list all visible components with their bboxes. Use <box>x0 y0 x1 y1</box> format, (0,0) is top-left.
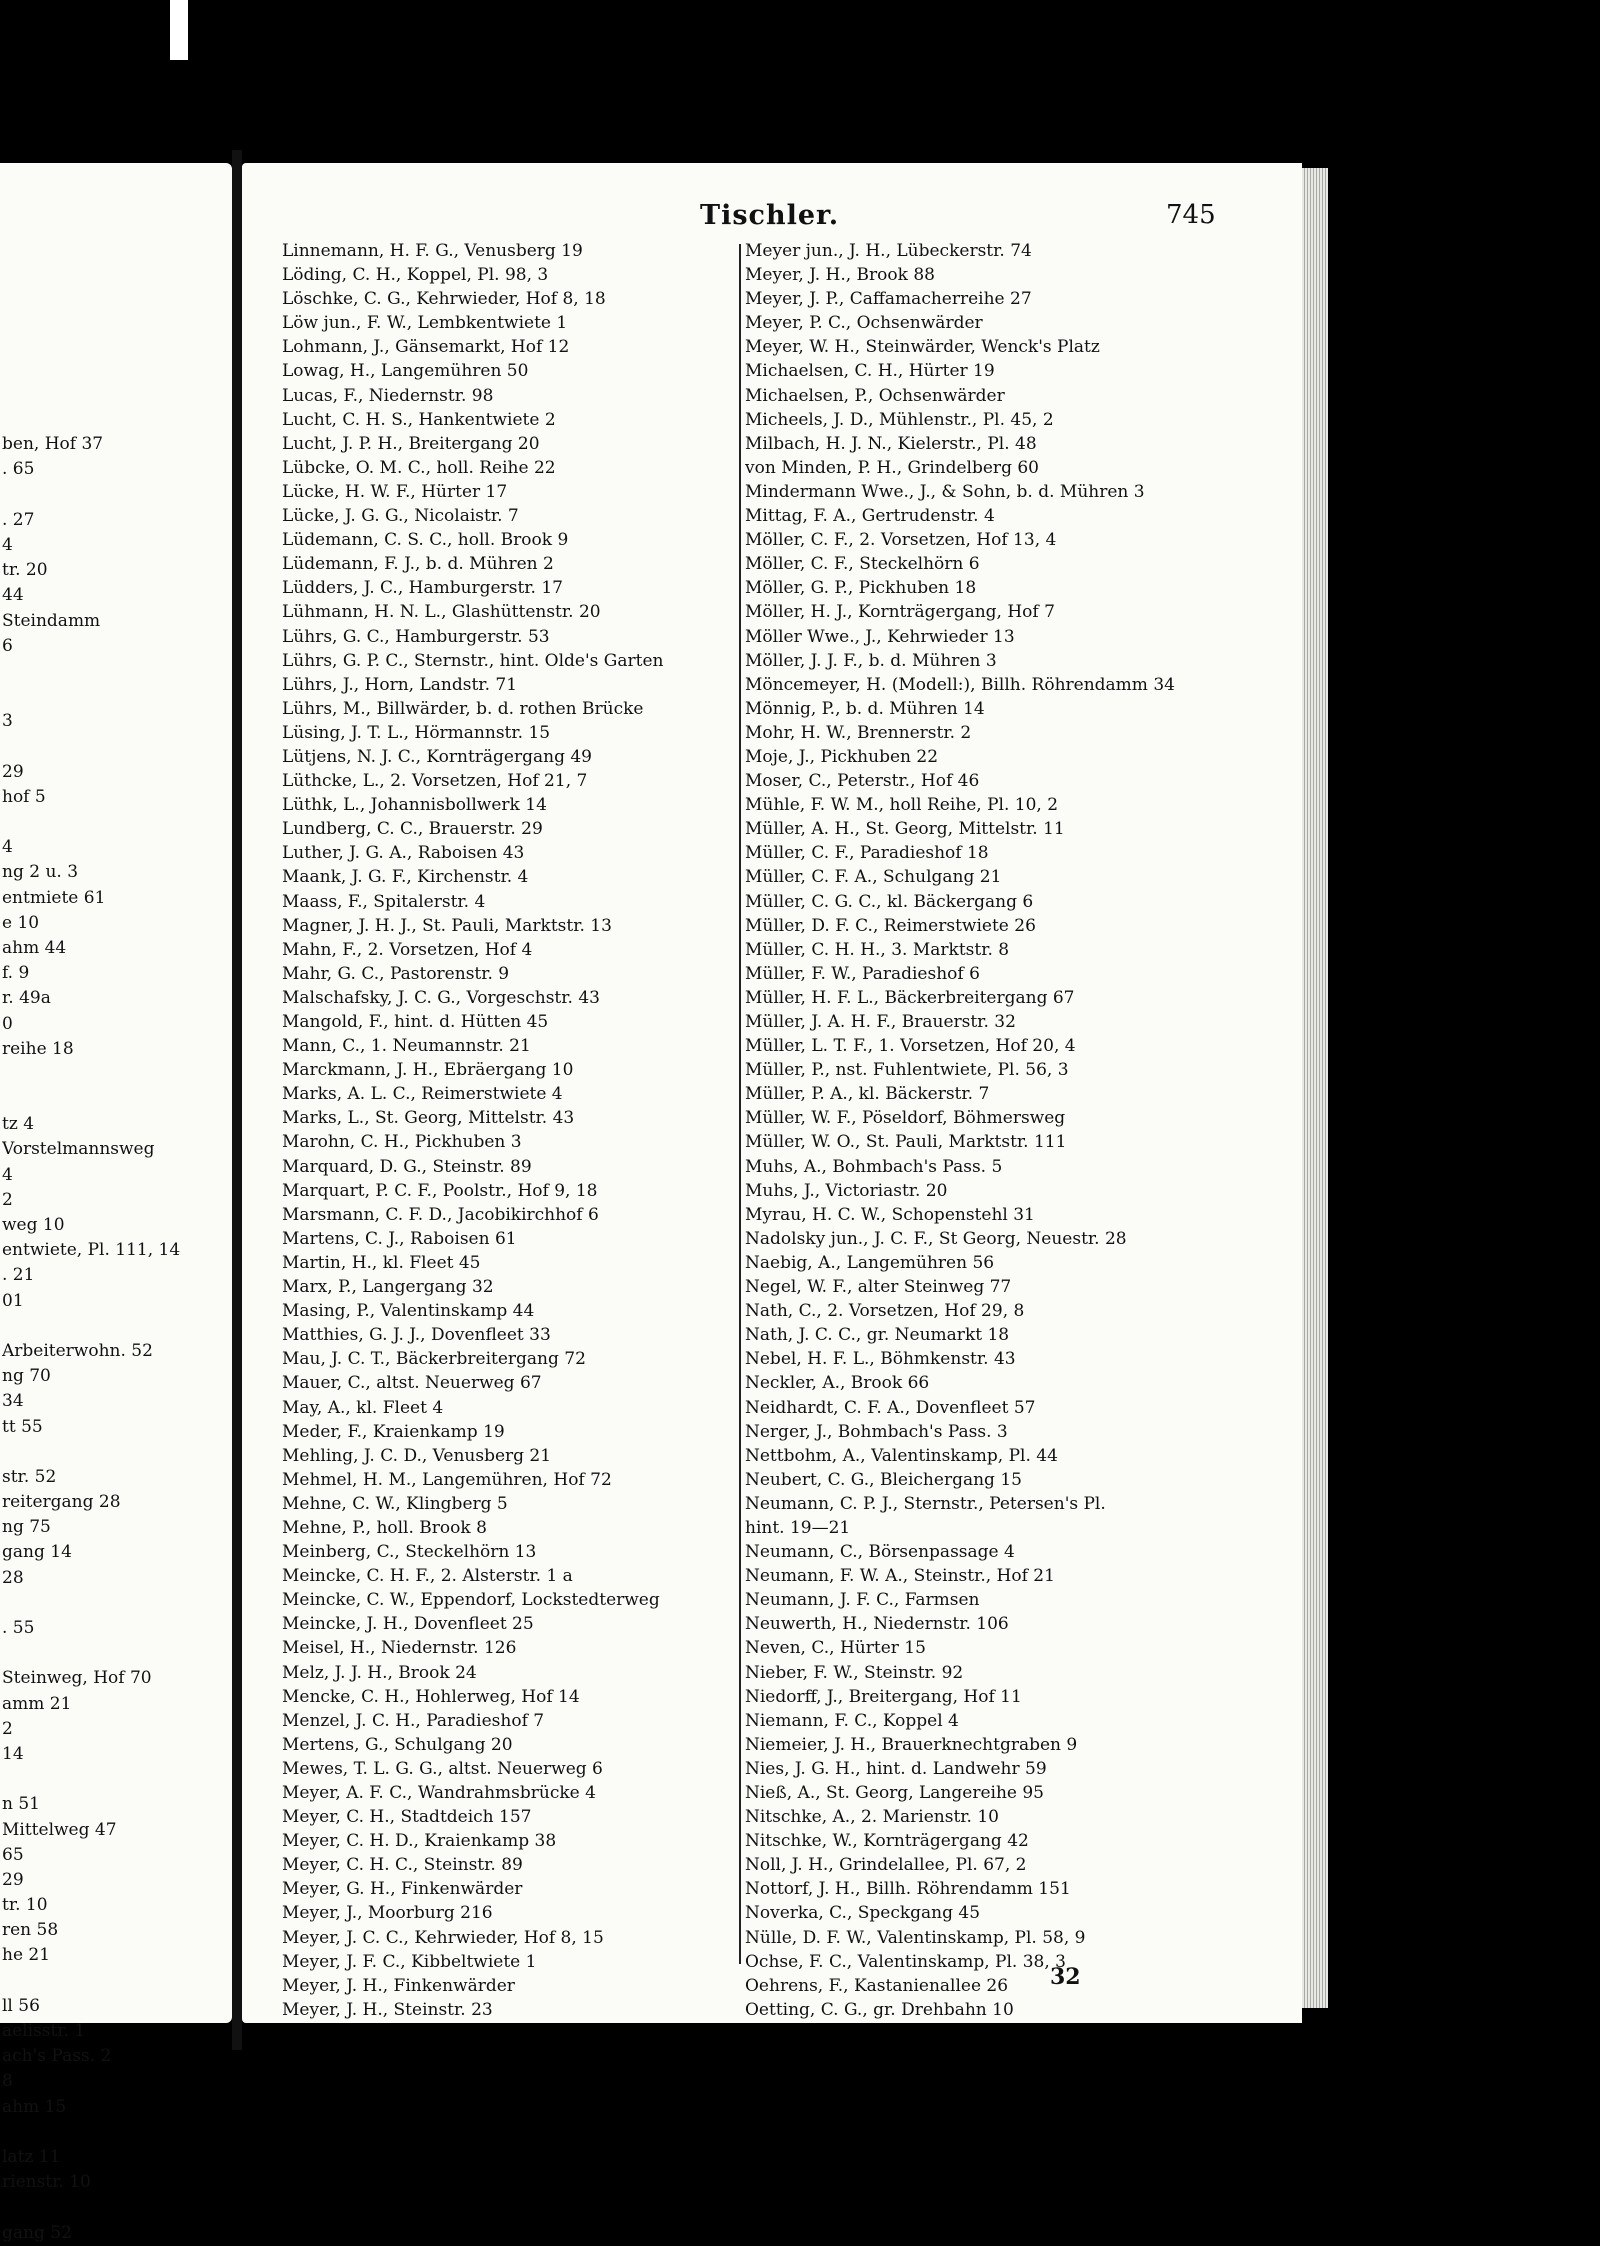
left-page-fragment-line: reitergang 28 <box>2 1492 121 1513</box>
directory-entry: Nerger, J., Bohmbach's Pass. 3 <box>745 1421 1008 1442</box>
directory-entry: Nieß, A., St. Georg, Langereihe 95 <box>745 1783 1044 1803</box>
directory-entry: Mindermann Wwe., J., & Sohn, b. d. Mühren 3 <box>745 481 1145 502</box>
directory-entry: Nitschke, W., Kornträgergang 42 <box>745 1831 1029 1852</box>
left-page-fragment-line: ll 56 <box>2 1995 40 2016</box>
left-page-fragment-line: rienstr. 10 <box>2 2172 91 2193</box>
directory-entry: Lührs, G. C., Hamburgerstr. 53 <box>282 626 550 647</box>
directory-entry: Niemann, F. C., Koppel 4 <box>745 1710 959 1731</box>
left-page-fragment-line <box>2 810 230 835</box>
left-page-fragment-line: Steindamm <box>2 610 101 631</box>
directory-entry: Micheels, J. D., Mühlenstr., Pl. 45, 2 <box>745 409 1054 430</box>
directory-entry: Neumann, C., Börsenpassage 4 <box>745 1542 1015 1563</box>
left-page-fragment-line: 28 <box>2 1567 24 1588</box>
left-page-fragment-line <box>2 2195 230 2220</box>
directory-entry: Meyer, A. F. C., Wandrahmsbrücke 4 <box>282 1783 596 1803</box>
directory-entry: Lundberg, C. C., Brauerstr. 29 <box>282 819 543 840</box>
signature-mark: 32 <box>1050 1964 1081 1990</box>
directory-entry: Müller, W. F., Pöseldorf, Böhmersweg <box>745 1108 1066 1129</box>
directory-entry: Meyer jun., J. H., Lübeckerstr. 74 <box>745 241 1032 261</box>
directory-entry: Möller, G. P., Pickhuben 18 <box>745 578 977 599</box>
directory-entry: Oehrens, F., Kastanienallee 26 <box>745 1975 1009 1996</box>
left-page-fragment-line: ach's Pass. 2 <box>2 2046 112 2067</box>
directory-entry: Neven, C., Hürter 15 <box>745 1638 926 1659</box>
directory-entry: Lüthcke, L., 2. Vorsetzen, Hof 21, 7 <box>282 771 588 792</box>
directory-entry: Mann, C., 1. Neumannstr. 21 <box>282 1036 531 1057</box>
directory-entry: Negel, W. F., alter Steinweg 77 <box>745 1277 1012 1298</box>
directory-entry: Möller, H. J., Kornträgergang, Hof 7 <box>745 602 1055 623</box>
directory-entry: Müller, H. F. L., Bäckerbreitergang 67 <box>745 987 1075 1008</box>
directory-entry: Meder, F., Kraienkamp 19 <box>282 1421 505 1442</box>
directory-entry: Marquard, D. G., Steinstr. 89 <box>282 1156 532 1177</box>
directory-entry: Neumann, C. P. J., Sternstr., Petersen's Pl. <box>745 1493 1106 1514</box>
directory-entry: Mencke, C. H., Hohlerweg, Hof 14 <box>282 1686 580 1707</box>
directory-entry: Muhs, A., Bohmbach's Pass. 5 <box>745 1156 1003 1177</box>
left-page-fragment-line: 4 <box>2 1164 13 1185</box>
directory-entry: Müller, P. A., kl. Bäckerstr. 7 <box>745 1084 990 1105</box>
directory-entry: Nebel, H. F. L., Böhmkenstr. 43 <box>745 1349 1016 1370</box>
directory-entry: Nettbohm, A., Valentinskamp, Pl. 44 <box>745 1445 1058 1466</box>
left-page-fragment-line: 14 <box>2 1743 24 1764</box>
left-page-fragment-line: tz 4 <box>2 1114 35 1135</box>
directory-entry: Meyer, J. F. C., Kibbeltwiete 1 <box>282 1951 537 1972</box>
left-page-fragment-line <box>2 1591 230 1616</box>
left-page-fragment-line: Arbeiterwohn. 52 <box>2 1340 153 1361</box>
left-page-fragment-line: . 65 <box>2 459 35 480</box>
directory-entry: Matthies, G. J. J., Dovenfleet 33 <box>282 1325 551 1346</box>
left-page-fragment-line: 44 <box>2 585 24 606</box>
directory-entry: Lüdemann, F. J., b. d. Mühren 2 <box>282 554 554 575</box>
directory-entry: Mittag, F. A., Gertrudenstr. 4 <box>745 506 995 527</box>
directory-entry: hint. 19—21 <box>745 1517 851 1538</box>
directory-entry: Möller, C. F., Steckelhörn 6 <box>745 554 980 575</box>
directory-entry: Lütjens, N. J. C., Kornträgergang 49 <box>282 746 592 767</box>
left-page-fragment-line: f. 9 <box>2 963 30 984</box>
film-edge-mark <box>170 0 188 60</box>
left-page-fragment-line: e 10 <box>2 912 40 933</box>
directory-entry: Maass, F., Spitalerstr. 4 <box>282 891 486 912</box>
page-edges <box>1302 168 1328 2008</box>
directory-entry: Niemeier, J. H., Brauerknechtgraben 9 <box>745 1734 1078 1755</box>
left-page-fragment-line <box>2 1641 230 1666</box>
directory-entry: Lüdemann, C. S. C., holl. Brook 9 <box>282 530 569 551</box>
directory-entry: Meyer, C. H. D., Kraienkamp 38 <box>282 1831 557 1852</box>
left-page-fragment-line <box>2 1314 230 1339</box>
running-head: Tischler. <box>700 200 840 231</box>
left-page-fragment-line <box>2 684 230 709</box>
left-page-fragment-line: ben, Hof 37 <box>2 434 104 455</box>
directory-entry: Lüthk, L., Johannisbollwerk 14 <box>282 795 547 816</box>
directory-entry: Nieber, F. W., Steinstr. 92 <box>745 1662 964 1683</box>
directory-entry: Mertens, G., Schulgang 20 <box>282 1734 513 1755</box>
directory-entry: Meyer, C. H. C., Steinstr. 89 <box>282 1855 523 1876</box>
left-page-fragment-line <box>2 1440 230 1465</box>
left-page-fragment-line: 2 <box>2 1189 13 1210</box>
directory-entry: Ochse, F. C., Valentinskamp, Pl. 38, 3 <box>745 1951 1066 1972</box>
directory-entry: Oetting, C. G., gr. Drehbahn 10 <box>745 1999 1014 2020</box>
left-page-fragment-line: tr. 20 <box>2 560 48 581</box>
directory-entry: Naebig, A., Langemühren 56 <box>745 1252 995 1273</box>
directory-entry: Nath, C., 2. Vorsetzen, Hof 29, 8 <box>745 1301 1025 1322</box>
directory-entry: Meyer, J., Moorburg 216 <box>282 1903 493 1924</box>
directory-entry: Lüsing, J. T. L., Hörmannstr. 15 <box>282 722 551 743</box>
directory-entry: Meinberg, C., Steckelhörn 13 <box>282 1542 537 1563</box>
left-page-fragment-line: tt 55 <box>2 1416 43 1437</box>
directory-entry: May, A., kl. Fleet 4 <box>282 1397 444 1418</box>
directory-entry: Meincke, J. H., Dovenfleet 25 <box>282 1614 534 1635</box>
directory-entry: Lucht, C. H. S., Hankentwiete 2 <box>282 409 556 430</box>
left-page-fragment-line: 8 <box>2 2071 13 2092</box>
directory-entry: Möncemeyer, H. (Modell:), Billh. Röhrendamm 34 <box>745 674 1175 695</box>
left-page-fragment-line: latz 11 <box>2 2146 61 2167</box>
directory-entry: Neidhardt, C. F. A., Dovenfleet 57 <box>745 1397 1036 1418</box>
directory-entry: Neuwerth, H., Niedernstr. 106 <box>745 1614 1009 1635</box>
directory-entry: Lührs, M., Billwärder, b. d. rothen Brücke <box>282 698 644 719</box>
directory-entry: Meyer, J. H., Finkenwärder <box>282 1975 515 1996</box>
left-page-fragment-line: ahm 44 <box>2 937 67 958</box>
directory-entry: Lohmann, J., Gänsemarkt, Hof 12 <box>282 337 570 358</box>
directory-entry: Nottorf, J. H., Billh. Röhrendamm 151 <box>745 1879 1071 1900</box>
left-page-fragment-line: entmiete 61 <box>2 887 106 908</box>
directory-entry: Nath, J. C. C., gr. Neumarkt 18 <box>745 1325 1010 1346</box>
directory-entry: Meyer, W. H., Steinwärder, Wenck's Platz <box>745 337 1100 358</box>
left-page-fragment-line <box>2 1969 230 1994</box>
left-page-fragment-line <box>2 483 230 508</box>
directory-entry: Mewes, T. L. G. G., altst. Neuerweg 6 <box>282 1758 603 1779</box>
left-page-fragment-line: . 55 <box>2 1618 35 1638</box>
directory-entry: Noll, J. H., Grindelallee, Pl. 67, 2 <box>745 1855 1027 1876</box>
left-page-fragment-line: 4 <box>2 534 13 555</box>
directory-entry: Neckler, A., Brook 66 <box>745 1373 930 1394</box>
directory-entry: Mau, J. C. T., Bäckerbreitergang 72 <box>282 1349 586 1370</box>
directory-entry: Mühle, F. W. M., holl Reihe, Pl. 10, 2 <box>745 795 1059 816</box>
directory-entry: Michaelsen, C. H., Hürter 19 <box>745 361 995 382</box>
directory-entry: Lucht, J. P. H., Breitergang 20 <box>282 433 540 454</box>
left-page-fragment-line: aelisstr. 1 <box>2 2021 86 2041</box>
left-page-fragment-line: hof 5 <box>2 786 46 807</box>
left-page-fragment-line: he 21 <box>2 1945 51 1966</box>
directory-entry: Meyer, J. H., Brook 88 <box>745 265 935 286</box>
directory-entry: Myrau, H. C. W., Schopenstehl 31 <box>745 1204 1035 1225</box>
directory-entry: Milbach, H. J. N., Kielerstr., Pl. 48 <box>745 433 1037 454</box>
left-page-fragment-line: . 27 <box>2 509 35 530</box>
left-page-fragment-line: tr. 10 <box>2 1895 48 1916</box>
directory-entry: Müller, C. G. C., kl. Bäckergang 6 <box>745 891 1034 912</box>
left-page-fragment-line: amm 21 <box>2 1693 72 1714</box>
directory-entry: Mahr, G. C., Pastorenstr. 9 <box>282 963 510 984</box>
directory-entry: Meisel, H., Niedernstr. 126 <box>282 1638 517 1659</box>
directory-entry: Mönnig, P., b. d. Mühren 14 <box>745 698 985 719</box>
directory-entry: Mahn, F., 2. Vorsetzen, Hof 4 <box>282 939 533 960</box>
left-page-fragment-line: ren 58 <box>2 1920 59 1941</box>
left-page-fragment-line: reihe 18 <box>2 1038 74 1059</box>
directory-entry: Nies, J. G. H., hint. d. Landwehr 59 <box>745 1758 1047 1779</box>
directory-entry: Lübcke, O. M. C., holl. Reihe 22 <box>282 457 556 478</box>
directory-entry: Meyer, J. P., Caffamacherreihe 27 <box>745 289 1032 310</box>
directory-entry: Löding, C. H., Koppel, Pl. 98, 3 <box>282 265 549 286</box>
directory-column-right <box>745 239 1270 2022</box>
directory-entry: Nitschke, A., 2. Marienstr. 10 <box>745 1807 999 1828</box>
left-page-fragment-line: entwiete, Pl. 111, 14 <box>2 1240 181 1261</box>
directory-entry: Müller, C. F. A., Schulgang 21 <box>745 867 1002 888</box>
left-page-fragment-line: 01 <box>2 1290 24 1311</box>
left-page-fragment-line: 0 <box>2 1013 13 1034</box>
left-page-fragment-line: 2 <box>2 1718 13 1739</box>
left-page-fragment-line: 6 <box>2 635 13 656</box>
directory-entry: Marx, P., Langergang 32 <box>282 1277 494 1298</box>
directory-entry: Müller, A. H., St. Georg, Mittelstr. 11 <box>745 819 1065 840</box>
directory-entry: Möller Wwe., J., Kehrwieder 13 <box>745 626 1015 647</box>
directory-entry: Meincke, C. H. F., 2. Alsterstr. 1 a <box>282 1566 573 1587</box>
directory-entry: Löw jun., F. W., Lembkentwiete 1 <box>282 313 568 334</box>
directory-entry: Menzel, J. C. H., Paradieshof 7 <box>282 1710 545 1731</box>
directory-entry: Moje, J., Pickhuben 22 <box>745 746 939 767</box>
directory-entry: Maank, J. G. F., Kirchenstr. 4 <box>282 867 529 888</box>
directory-entry: Magner, J. H. J., St. Pauli, Marktstr. 13 <box>282 915 612 936</box>
left-page-fragment-line: gang 52 <box>2 2222 72 2243</box>
directory-entry: Neumann, J. F. C., Farmsen <box>745 1590 980 1611</box>
left-page-fragment-line <box>2 407 230 432</box>
directory-entry: Linnemann, H. F. G., Venusberg 19 <box>282 241 583 261</box>
directory-entry: Müller, W. O., St. Pauli, Marktstr. 111 <box>745 1132 1067 1153</box>
left-page-fragment-line: 4 <box>2 837 13 858</box>
directory-entry: Lowag, H., Langemühren 50 <box>282 361 529 382</box>
left-page-fragment-line: 34 <box>2 1391 24 1412</box>
directory-entry: Masing, P., Valentinskamp 44 <box>282 1301 535 1322</box>
book-gutter <box>232 150 242 2050</box>
directory-entry: Niedorff, J., Breitergang, Hof 11 <box>745 1686 1022 1707</box>
directory-entry: von Minden, P. H., Grindelberg 60 <box>745 457 1039 478</box>
left-page-fragment-line: ng 75 <box>2 1517 51 1538</box>
left-page-fragment-line: 29 <box>2 1869 24 1890</box>
left-page-fragment-line: 3 <box>2 711 13 732</box>
directory-entry: Melz, J. J. H., Brook 24 <box>282 1662 477 1683</box>
directory-entry: Marquart, P. C. F., Poolstr., Hof 9, 18 <box>282 1180 598 1201</box>
directory-entry: Lüdders, J. C., Hamburgerstr. 17 <box>282 578 563 599</box>
directory-entry: Luther, J. G. A., Raboisen 43 <box>282 843 525 864</box>
directory-entry: Mohr, H. W., Brennerstr. 2 <box>745 722 972 743</box>
directory-entry: Müller, C. H. H., 3. Marktstr. 8 <box>745 939 1010 960</box>
left-page-fragment-line <box>2 734 230 759</box>
directory-entry: Lucas, F., Niedernstr. 98 <box>282 385 494 406</box>
left-page-fragment-line <box>2 1062 230 1087</box>
directory-entry: Meyer, G. H., Finkenwärder <box>282 1879 523 1900</box>
directory-entry: Nadolsky jun., J. C. F., St Georg, Neuestr. 28 <box>745 1228 1127 1249</box>
directory-entry: Michaelsen, P., Ochsenwärder <box>745 385 1005 406</box>
left-page-fragment-line: ng 2 u. 3 <box>2 862 79 883</box>
directory-entry: Marckmann, J. H., Ebräergang 10 <box>282 1060 574 1081</box>
left-page-fragment-line: Steinweg, Hof 70 <box>2 1668 152 1689</box>
directory-entry: Martens, C. J., Raboisen 61 <box>282 1228 517 1249</box>
left-page-fragment-line: 29 <box>2 761 24 782</box>
directory-entry: Müller, C. F., Paradieshof 18 <box>745 843 989 864</box>
left-page-fragment-line: str. 52 <box>2 1466 57 1487</box>
directory-entry: Marks, A. L. C., Reimerstwiete 4 <box>282 1084 563 1105</box>
directory-entry: Lücke, H. W. F., Hürter 17 <box>282 481 508 502</box>
directory-entry: Mehne, C. W., Klingberg 5 <box>282 1493 508 1514</box>
directory-entry: Malschafsky, J. C. G., Vorgeschstr. 43 <box>282 987 600 1008</box>
directory-entry: Mehne, P., holl. Brook 8 <box>282 1517 487 1538</box>
directory-column-left <box>282 239 742 2022</box>
page-number: 745 <box>1166 200 1216 230</box>
left-page-fragment-line: Vorstelmannsweg <box>2 1139 155 1160</box>
directory-entry: Müller, F. W., Paradieshof 6 <box>745 963 980 984</box>
left-page-fragment-line <box>2 1767 230 1792</box>
left-page-fragment-line: Mittelweg 47 <box>2 1819 117 1840</box>
directory-entry: Müller, J. A. H. F., Brauerstr. 32 <box>745 1012 1016 1032</box>
directory-entry: Löschke, C. G., Kehrwieder, Hof 8, 18 <box>282 289 606 310</box>
directory-entry: Müller, P., nst. Fuhlentwiete, Pl. 56, 3 <box>745 1060 1069 1081</box>
left-page-fragment-line <box>2 659 230 684</box>
left-page-fragment-line: 65 <box>2 1844 24 1865</box>
directory-entry: Lührs, G. P. C., Sternstr., hint. Olde's Garten <box>282 650 664 671</box>
directory-entry: Mangold, F., hint. d. Hütten 45 <box>282 1012 549 1032</box>
directory-entry: Mauer, C., altst. Neuerweg 67 <box>282 1373 542 1394</box>
left-page-fragment-line: weg 10 <box>2 1215 65 1235</box>
directory-entry: Neumann, F. W. A., Steinstr., Hof 21 <box>745 1566 1055 1587</box>
directory-entry: Meyer, C. H., Stadtdeich 157 <box>282 1807 532 1828</box>
left-page-fragment-line: r. 49a <box>2 988 51 1009</box>
left-page-fragment-line: n 51 <box>2 1794 40 1815</box>
directory-entry: Meincke, C. W., Eppendorf, Lockstedterweg <box>282 1590 660 1611</box>
directory-entry: Meyer, J. C. C., Kehrwieder, Hof 8, 15 <box>282 1927 604 1948</box>
directory-entry: Moser, C., Peterstr., Hof 46 <box>745 771 980 792</box>
directory-entry: Lührs, J., Horn, Landstr. 71 <box>282 674 518 695</box>
directory-entry: Meyer, J. H., Steinstr. 23 <box>282 1999 493 2020</box>
left-page-fragments <box>2 407 230 2246</box>
directory-entry: Meyer, P. C., Ochsenwärder <box>745 313 983 334</box>
column-divider <box>739 244 741 1964</box>
left-page-fragment-line: ahm 15 <box>2 2096 67 2117</box>
directory-entry: Marks, L., St. Georg, Mittelstr. 43 <box>282 1108 575 1129</box>
left-page <box>0 163 232 2243</box>
directory-entry: Mehling, J. C. D., Venusberg 21 <box>282 1445 552 1466</box>
directory-entry: Muhs, J., Victoriastr. 20 <box>745 1180 948 1201</box>
directory-entry: Nülle, D. F. W., Valentinskamp, Pl. 58, 9 <box>745 1927 1086 1948</box>
directory-entry: Lücke, J. G. G., Nicolaistr. 7 <box>282 506 519 527</box>
directory-entry: Mehmel, H. M., Langemühren, Hof 72 <box>282 1469 612 1490</box>
left-page-fragment-line <box>2 2120 230 2145</box>
left-page-fragment-line: . 21 <box>2 1265 35 1286</box>
directory-entry: Martin, H., kl. Fleet 45 <box>282 1252 481 1273</box>
directory-entry: Marohn, C. H., Pickhuben 3 <box>282 1132 522 1153</box>
directory-entry: Marsmann, C. F. D., Jacobikirchhof 6 <box>282 1204 599 1225</box>
directory-entry: Möller, C. F., 2. Vorsetzen, Hof 13, 4 <box>745 530 1057 551</box>
directory-entry: Noverka, C., Speckgang 45 <box>745 1903 981 1924</box>
directory-entry: Neubert, C. G., Bleichergang 15 <box>745 1469 1022 1490</box>
directory-entry: Lühmann, H. N. L., Glashüttenstr. 20 <box>282 602 601 623</box>
directory-entry: Müller, L. T. F., 1. Vorsetzen, Hof 20, 4 <box>745 1036 1076 1057</box>
left-page-fragment-line <box>2 1087 230 1112</box>
left-page-fragment-line: ng 70 <box>2 1366 51 1387</box>
directory-entry: Müller, D. F. C., Reimerstwiete 26 <box>745 915 1036 936</box>
left-page-fragment-line: gang 14 <box>2 1542 72 1563</box>
directory-entry: Möller, J. J. F., b. d. Mühren 3 <box>745 650 997 671</box>
